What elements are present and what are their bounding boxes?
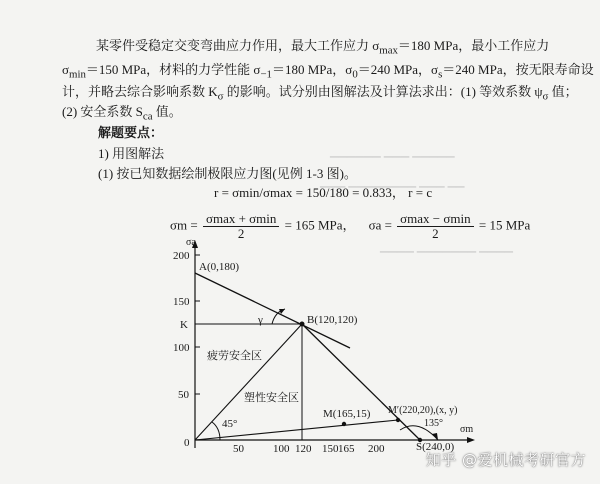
angle-135-label: 135° [424, 418, 443, 429]
x-axis-label: σm [460, 424, 474, 435]
point-b-label: B(120,120) [307, 314, 358, 326]
y-tick-150: 150 [173, 296, 190, 308]
watermark-text: 知乎 @爱机械考研官方 [425, 451, 586, 469]
solution-method: 1) 用图解法 [98, 146, 165, 161]
fraction-mean: $\frac{\sigma\max + \sigma\min}{2}$ [203, 212, 279, 241]
problem-line-2: $\sigma_{min}=150$ MPa，材料的力学性能 $\sigma_{-1}=180$ MPa，$\sigma_0=240$ MPa，$\sigma_s=240$ MPa，按无限寿命设 [62, 62, 594, 81]
x-tick-150: 150 [322, 443, 339, 455]
y-ticks [173, 250, 200, 449]
point-mprime-label: M′(220,20),(x, y) [388, 405, 458, 416]
angle-135-arrow [432, 433, 438, 440]
bleed-through-text: ▁▁▁▁ ▁▁▁▁▁▁▁ ▁▁▁▁ [380, 241, 514, 253]
point-m-dot [342, 422, 346, 426]
problem-line-4: (2) 安全系数 $S_{ca}$ 值。 [62, 104, 182, 123]
point-a-label: A(0,180) [199, 261, 240, 273]
angle-45-label: 45° [222, 418, 238, 430]
problem-line-1: 某零件受稳定交变弯曲应力作用，最大工作应力 $\sigma_{max}=180$ MPa，最小工作应力 [96, 38, 550, 57]
bleed-through-text: ▁▁▁ ▁▁▁▁▁▁▁▁ ▁▁▁ ▁▁ [320, 176, 465, 188]
x-tick-120: 120 [295, 443, 312, 455]
fraction-amplitude: $\frac{\sigma\max - \sigma\min}{2}$ [397, 212, 473, 241]
x-axis-arrow [467, 437, 475, 443]
point-m-label: M(165,15) [323, 408, 371, 420]
y-tick-100: 100 [173, 342, 190, 354]
problem-line-3: 计，并略去综合影响系数 $K_\sigma$ 的影响。试分别由图解法及计算法求出：(1) 等效系数 $\psi_\sigma$ 值； [62, 84, 578, 103]
y-axis-label: σa [186, 237, 196, 248]
line-a-b [195, 273, 350, 348]
bleed-through-text: ▁▁▁▁▁▁ ▁▁▁ ▁▁▁▁▁ [330, 146, 455, 158]
point-s-label: S(240,0) [416, 441, 455, 453]
y-tick-200: 200 [173, 250, 190, 262]
x-tick-200: 200 [368, 443, 385, 455]
y-tick-0: 0 [184, 437, 190, 449]
point-mprime-dot [396, 418, 400, 422]
point-b-dot [300, 322, 305, 327]
solution-step-1: (1) 按已知数据绘制极限应力图(见例 1-3 图)。 [98, 166, 357, 181]
gamma-label: γ [258, 314, 263, 326]
equation-mean-amplitude: σm = $\frac{\sigma\max + \sigma\min}{2}$ = 165 MPa， σa = $\frac{\sigma\max - \sigma\min}{2}$ = 15 MPa [170, 211, 531, 241]
x-tick-50: 50 [233, 443, 244, 455]
plastic-region-label: 塑性安全区 [244, 392, 299, 404]
k-label: K [180, 319, 188, 331]
x-tick-165: 165 [338, 443, 355, 455]
line-b-s [302, 324, 420, 440]
equation-r: r = σmin/σmax = 150/180 = 0.833， r = c [214, 185, 433, 200]
x-tick-100: 100 [273, 443, 290, 455]
x-ticks [233, 443, 385, 455]
fatigue-region-label: 疲劳安全区 [207, 350, 262, 362]
line-o-b [195, 324, 302, 440]
solution-heading: 解题要点： [98, 125, 164, 140]
y-tick-50: 50 [178, 389, 189, 401]
